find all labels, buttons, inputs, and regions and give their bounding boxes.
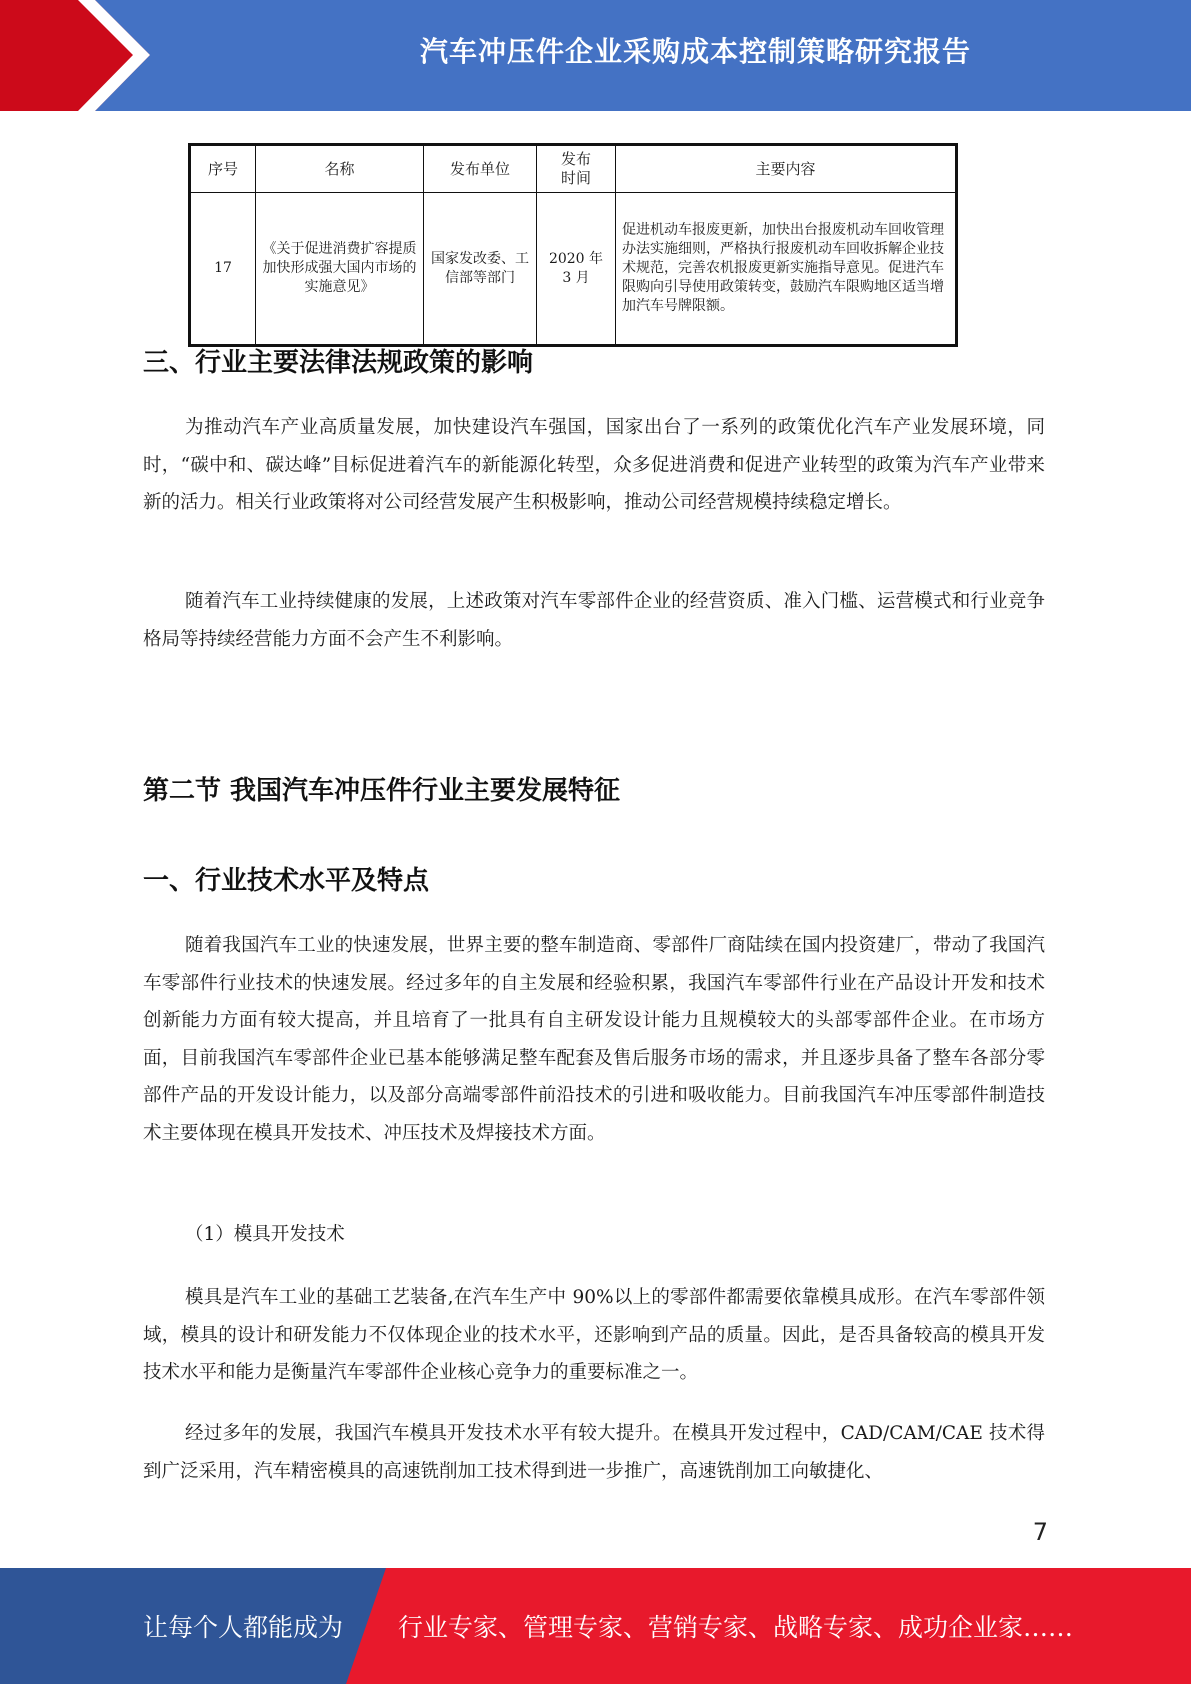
footer-slogan-right: 行业专家、管理专家、营销专家、战略专家、成功企业家……	[398, 1613, 1074, 1642]
paragraph-policy-impact-1: 为推动汽车产业高质量发展，加快建设汽车强国，国家出台了一系列的政策优化汽车产业发展环境，同时，“碳中和、碳达峰”目标促进着汽车的新能源化转型，众多促进消费和促进产业转型的政策为汽车产业带来新的活力。相关行业政策将对公司经营发展产生积极影响，推动公司经营规模持续稳定增长。	[143, 417, 1045, 513]
cell-date: 2020 年 3 月	[537, 193, 616, 346]
cell-name: 《关于促进消费扩容提质 加快形成强大国内市场的实施意见》	[256, 193, 424, 346]
page-number: 7	[1032, 1518, 1048, 1546]
paragraph-mold-dev-2: 经过多年的发展，我国汽车模具开发技术水平有较大提升。在模具开发过程中，CAD/CAM/CAE 技术得到广泛采用，汽车精密模具的高速铣削加工技术得到进一步推广，高速铣削加工向敏捷化、	[143, 1423, 1045, 1482]
col-header-publisher: 发布单位	[424, 145, 537, 193]
chapter-section-heading: 第二节 我国汽车冲压件行业主要发展特征	[143, 776, 621, 806]
paragraph-mold-dev-1: 模具是汽车工业的基础工艺装备,在汽车生产中 90%以上的零部件都需要依靠模具成形。在汽车零部件领域，模具的设计和研发能力不仅体现企业的技术水平，还影响到产品的质量。因此，是否具备较高的模具开发技术水平和能力是衡量汽车零部件企业核心竞争力的重要标准之一。	[143, 1287, 1045, 1383]
page-header	[0, 0, 1191, 111]
policy-table	[188, 143, 958, 347]
table-header-row	[190, 145, 957, 193]
subheading-mold-dev: （1）模具开发技术	[185, 1224, 345, 1245]
section-heading-policy-impact: 三、行业主要法律法规政策的影响	[143, 348, 534, 378]
table-row	[190, 193, 957, 346]
footer-slogan-left: 让每个人都能成为	[143, 1613, 344, 1642]
page-footer	[0, 1568, 1191, 1684]
cell-content: 促进机动车报废更新，加快出台报废机动车回收管理办法实施细则，严格执行报废机动车回收拆解企业技术规范，完善农机报废更新实施指导意见。促进汽车限购向引导使用政策转变，鼓励汽车限购地区适当增加汽车号牌限额。	[616, 193, 957, 346]
section-heading-tech-level: 一、行业技术水平及特点	[143, 866, 430, 896]
cell-publisher: 国家发改委、工信部等部门	[424, 193, 537, 346]
col-header-name: 名称	[256, 145, 424, 193]
header-title: 汽车冲压件企业采购成本控制策略研究报告	[419, 35, 971, 68]
paragraph-policy-impact-2: 随着汽车工业持续健康的发展，上述政策对汽车零部件企业的经营资质、准入门槛、运营模式和行业竞争格局等持续经营能力方面不会产生不利影响。	[143, 591, 1045, 650]
col-header-index: 序号	[190, 145, 256, 193]
paragraph-tech-level-1: 随着我国汽车工业的快速发展，世界主要的整车制造商、零部件厂商陆续在国内投资建厂，带动了我国汽车零部件行业技术的快速发展。经过多年的自主发展和经验积累，我国汽车零部件行业在产品设计开发和技术创新能力方面有较大提高，并且培育了一批具有自主研发设计能力且规模较大的头部零部件企业。在市场方面，目前我国汽车零部件企业已基本能够满足整车配套及售后服务市场的需求，并且逐步具备了整车各部分零部件产品的开发设计能力，以及部分高端零部件前沿技术的引进和吸收能力。目前我国汽车冲压零部件制造技术主要体现在模具开发技术、冲压技术及焊接技术方面。	[143, 935, 1045, 1144]
cell-index: 17	[190, 193, 256, 346]
col-header-date: 发布 时间	[537, 145, 616, 193]
col-header-content: 主要内容	[616, 145, 957, 193]
